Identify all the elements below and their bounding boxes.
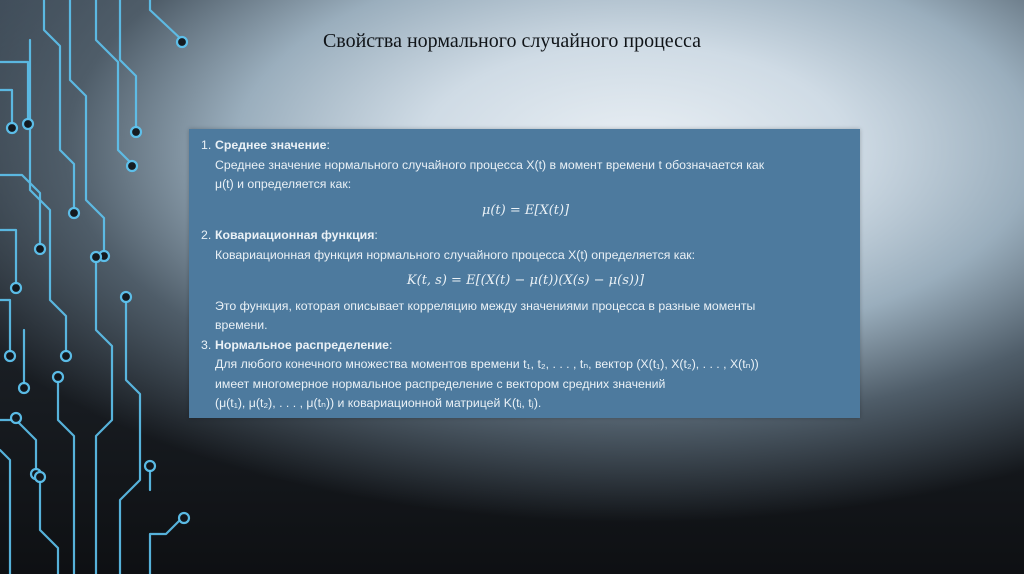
item-2-number: 2. (201, 228, 212, 242)
item-3-number: 3. (201, 337, 212, 352)
item-2-line-1: Ковариационная функция нормального случайного процесса X(t) определяется как: (215, 247, 696, 262)
slide-title: Свойства нормального случайного процесса (322, 30, 702, 52)
item-1-line-2: μ(t) и определяется как: (215, 177, 352, 191)
item-2-colon: : (374, 228, 378, 242)
item-3-line-2: имеет многомерное нормальное распределение с вектором средних значений (215, 376, 666, 391)
item-3-colon: : (389, 337, 393, 352)
item-3-heading (201, 336, 850, 356)
item-3-line-3: (μ(t₁), μ(t₂), . . . , μ(tₙ)) и ковариационной матрицей K(tᵢ, tⱼ). (215, 396, 542, 410)
item-1-heading (201, 136, 850, 156)
mean-formula: μ(t) = E[X(t)] (481, 202, 570, 218)
item-3-line-1: Для любого конечного множества моментов времени t₁, t₂, . . . , tₙ, вектор (X(t₁), X(t₂), . . . , X(tₙ)) (215, 357, 759, 371)
item-1-title: Среднее значение (215, 138, 327, 152)
item-2-line-3: времени. (215, 318, 268, 332)
content-box (189, 129, 860, 418)
item-1-line-1: Среднее значение нормального случайного процесса X(t) в момент времени t обозначается как (215, 157, 765, 172)
item-1-number: 1. (201, 138, 212, 152)
item-3-title: Нормальное распределение (215, 337, 390, 352)
item-2-title: Ковариационная функция (215, 228, 375, 242)
item-1-colon: : (326, 138, 330, 152)
item-2-heading (201, 226, 850, 246)
item-2-line-2: Это функция, которая описывает корреляцию между значениями процесса в разные моменты (215, 298, 756, 313)
covariance-formula: K(t, s) = E[(X(t) − μ(t))(X(s) − μ(s))] (406, 273, 645, 288)
